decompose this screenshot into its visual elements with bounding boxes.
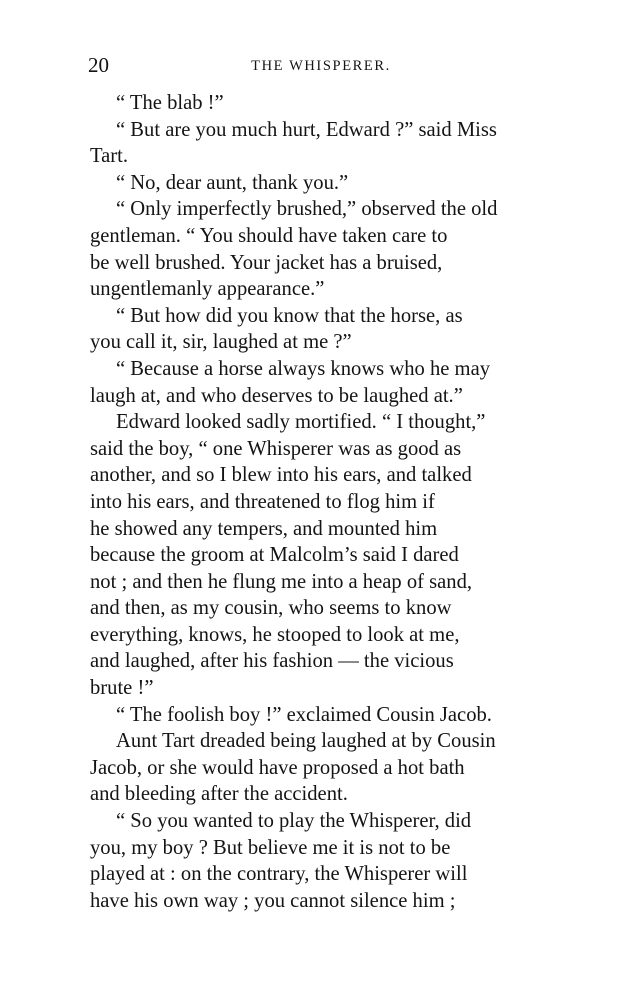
text-line: everything, knows, he stooped to look at me, bbox=[90, 623, 460, 646]
paragraph bbox=[90, 356, 556, 409]
text-line: have his own way ; you cannot silence him ; bbox=[90, 889, 456, 912]
text-line: “ The foolish boy !” exclaimed Cousin Jacob. bbox=[116, 703, 492, 726]
text-line: be well brushed. Your jacket has a bruised, bbox=[90, 251, 443, 274]
text-line: into his ears, and threatened to flog him if bbox=[90, 490, 435, 513]
text-line: not ; and then he flung me into a heap of sand, bbox=[90, 570, 473, 593]
text-line: you, my boy ? But believe me it is not to be bbox=[90, 836, 451, 859]
text-line: “ Only imperfectly brushed,” observed the old bbox=[116, 198, 498, 221]
paragraph bbox=[90, 196, 556, 302]
text-line: “ The blab !” bbox=[116, 92, 224, 114]
text-line: Jacob, or she would have proposed a hot bath bbox=[90, 756, 465, 779]
text-line: “ No, dear aunt, thank you.” bbox=[116, 171, 349, 194]
text-line: played at : on the contrary, the Whisperer will bbox=[90, 863, 468, 886]
text-line: “ So you wanted to play the Whisperer, did bbox=[116, 810, 472, 833]
text-line: another, and so I blew into his ears, and talked bbox=[90, 464, 472, 487]
text-line: because the groom at Malcolm’s said I dared bbox=[90, 544, 459, 567]
text-line: gentleman. “ You should have taken care to bbox=[90, 224, 448, 247]
text-line: laugh at, and who deserves to be laughed at.” bbox=[90, 384, 463, 407]
body-text bbox=[90, 90, 556, 914]
text-line: said the boy, “ one Whisperer was as good as bbox=[90, 437, 462, 460]
text-line: Aunt Tart dreaded being laughed at by Cousin bbox=[116, 730, 496, 753]
text-line: and then, as my cousin, who seems to know bbox=[90, 597, 452, 620]
page-number: 20 bbox=[88, 53, 109, 77]
paragraph bbox=[90, 728, 556, 808]
paragraph bbox=[90, 170, 556, 197]
text-line: “ Because a horse always knows who he may bbox=[116, 357, 491, 380]
paragraph bbox=[90, 409, 556, 702]
paragraph bbox=[90, 90, 556, 117]
paragraph bbox=[90, 117, 556, 170]
text-line: Tart. bbox=[90, 145, 129, 168]
paragraph bbox=[90, 702, 556, 729]
text-line: Edward looked sadly mortified. “ I thought,” bbox=[116, 411, 486, 434]
text-line: and laughed, after his fashion — the vicious bbox=[90, 650, 454, 673]
running-title: THE WHISPERER. bbox=[251, 58, 391, 74]
paragraph bbox=[90, 303, 556, 356]
text-line: he showed any tempers, and mounted him bbox=[90, 517, 438, 540]
text-line: “ But are you much hurt, Edward ?” said Miss bbox=[116, 118, 497, 141]
text-line: ungentlemanly appearance.” bbox=[90, 278, 325, 301]
text-line: you call it, sir, laughed at me ?” bbox=[90, 331, 352, 354]
text-line: “ But how did you know that the horse, as bbox=[116, 304, 463, 327]
paragraph bbox=[90, 808, 556, 914]
text-line: and bleeding after the accident. bbox=[90, 783, 348, 806]
text-line: brute !” bbox=[90, 677, 154, 700]
page-header bbox=[88, 52, 554, 78]
